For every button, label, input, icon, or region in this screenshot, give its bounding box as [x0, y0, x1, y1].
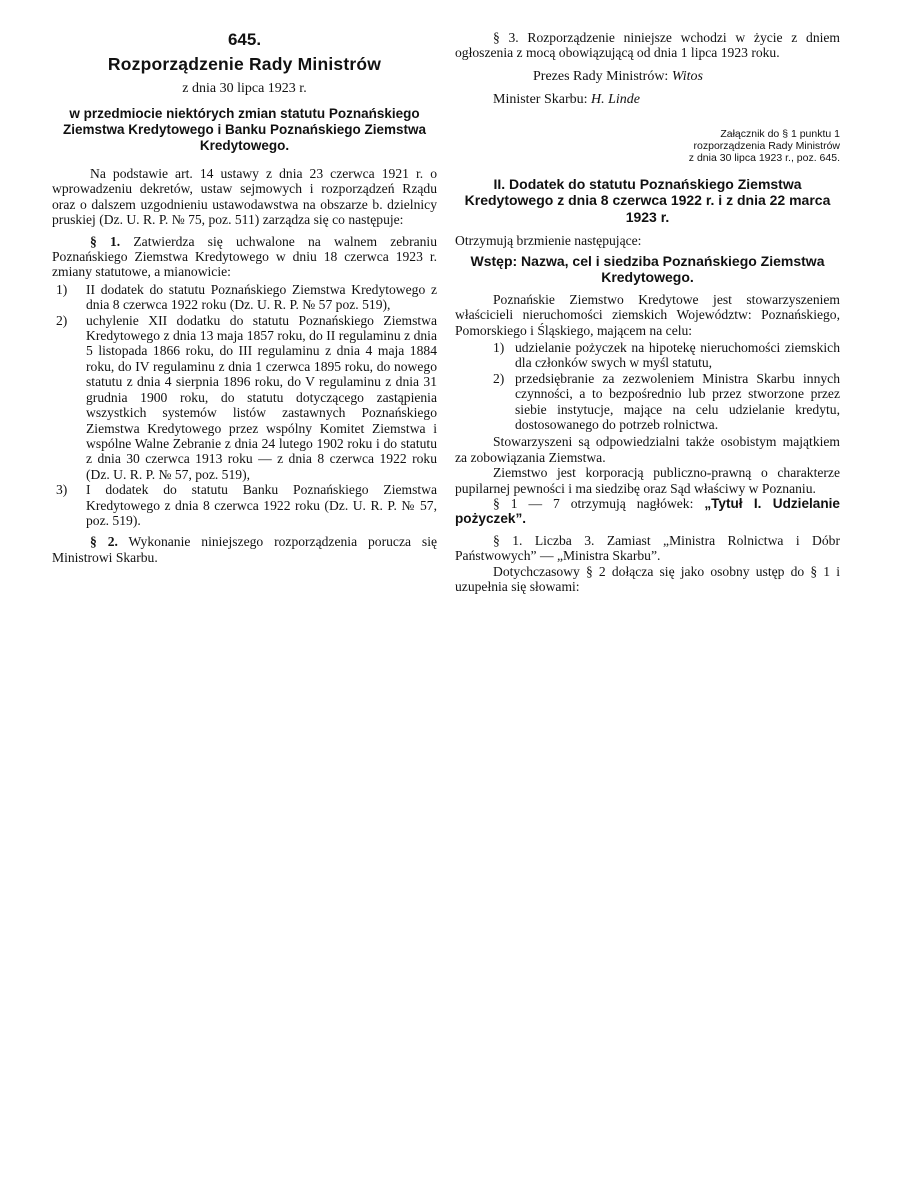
signature-name: Witos: [671, 68, 703, 84]
annex-reference-line: rozporządzenia Rady Ministrów: [693, 139, 840, 152]
paragraph: Ziemstwo jest korporacją publiczno-prawną o charakterze pupilarnej pewności i ma siedzibę oraz Sąd właściwy w Poznaniu.: [455, 465, 840, 496]
signature-role: Prezes Rady Ministrów:: [533, 68, 669, 84]
left-column: [52, 30, 437, 565]
item-number: 645.: [227, 30, 262, 49]
purposes-list: [455, 340, 840, 432]
paragraph: [455, 496, 840, 527]
signature-prime-minister: [533, 69, 840, 85]
paragraph: Poznańskie Ziemstwo Kredytowe jest stowarzyszeniem właścicieli nieruchomości ziemskich Województw: Poznańskiego, Pomorskiego i Śląskiego, mającem na celu:: [455, 291, 840, 338]
annex-title: II. Dodatek do statutu Poznańskiego Ziemstwa Kredytowego z dnia 8 czerwca 1922 r. i z dnia 22 marca 1923 r.: [464, 175, 831, 225]
annex-reference-line: Załącznik do § 1 punktu 1: [720, 127, 840, 140]
signature-role: Minister Skarbu:: [493, 91, 588, 107]
section-3: § 3. Rozporządzenie niniejsze wchodzi w życie z dniem ogłoszenia z mocą obowiązującą od dnia 1 lipca 1923 roku.: [455, 30, 840, 61]
list-item-number: 2): [56, 312, 68, 328]
amendments-list: [52, 282, 437, 529]
list-item: [52, 282, 437, 313]
annex-reference-line: z dnia 30 lipca 1923 r., poz. 645.: [688, 151, 840, 164]
receives-wording: Otrzymują brzmienie następujące:: [455, 233, 642, 249]
list-item: [52, 313, 437, 482]
section-1-text: Zatwierdza się uchwalone na walnem zebraniu Poznańskiego Ziemstwa Kredytowego w dniu 18 czerwca 1923 r. zmiany statutowe, a mianowicie:: [52, 233, 438, 280]
list-item: [493, 371, 840, 433]
list-item-number: 1): [493, 339, 505, 355]
list-item: [493, 340, 840, 371]
paragraph: Dotychczasowy § 2 dołącza się jako osobny ustęp do § 1 i uzupełnia się słowami:: [455, 563, 840, 595]
regulation-title: Rozporządzenie Rady Ministrów: [107, 54, 382, 74]
regulation-subject: w przedmiocie niektórych zmian statutu Poznańskiego Ziemstwa Kredytowego i Banku Poznańskiego Ziemstwa Kredytowego.: [62, 106, 427, 153]
list-item-text: udzielanie pożyczek na hipotekę nieruchomości ziemskich dla członków swych w myśl statutu,: [515, 339, 840, 371]
section-2-label: § 2.: [90, 534, 118, 550]
paragraph-text: § 1 — 7 otrzymują nagłówek:: [493, 496, 694, 511]
list-item-number: 2): [493, 370, 505, 386]
annex-reference: [455, 128, 840, 164]
title-heading: „Tytuł I. Udzielanie pożyczek”.: [455, 496, 840, 527]
right-column: [455, 30, 840, 594]
list-item-text: I dodatek do statutu Banku Poznańskiego Ziemstwa Kredytowego z dnia 8 czerwca 1922 roku (Dz. U. R. P. № 57, poz. 519).: [86, 482, 437, 528]
signature-treasury-minister: [493, 92, 840, 108]
list-item-text: uchylenie XII dodatku do statutu Poznańskiego Ziemstwa Kredytowego z dnia 13 maja 1857 roku, do II regulaminu z dnia 5 listopada 1866 roku, do III regulaminu z dnia 4 maja 1884 roku, do IV regulaminu z dnia 1 czerwca 1895 roku, do nowego statutu z dnia 4 sierpnia 1896 roku, do V regulaminu z dnia 31 grudnia 1900 roku, do statutu dotyczącego zastąpienia wszystkich systemów listów zastawnych Poznańskiego Ziemstwa Kredytowego przez wspólny Komitet Ziemstwa i wspólne Walne Zebranie z dnia 24 lutego 1902 roku i do statutu z dnia 30 czerwca 1913 roku — z dnia 8 czerwca 1922 roku (Dz. U. R. P. № 57, poz. 519),: [86, 312, 437, 482]
regulation-date: z dnia 30 lipca 1923 r.: [182, 81, 307, 96]
preamble: Na podstawie art. 14 ustawy z dnia 23 czerwca 1921 r. o wprowadzeniu dekretów, ustaw sejmowych i rozporządzeń Rządu oraz o dalszem uzgodnieniu ustawodawstwa na obszarze b. dzielnicy pruskiej (Dz. U. R. P. № 75, poz. 511) zarządza się co następuje:: [52, 166, 437, 228]
signature-name: H. Linde: [591, 91, 640, 107]
list-item: [52, 482, 437, 528]
paragraph: Stowarzyszeni są odpowiedzialni także osobistym majątkiem za zobowiązania Ziemstwa.: [455, 434, 840, 465]
list-item-number: 1): [56, 281, 68, 297]
list-item-text: II dodatek do statutu Poznańskiego Ziemstwa Kredytowego z dnia 8 czerwca 1922 roku (Dz. U. R. P. № 57 poz. 519),: [86, 281, 437, 313]
list-item-number: 3): [56, 482, 68, 498]
section-2: [52, 534, 437, 565]
section-1: [52, 234, 437, 280]
list-item-text: przedsiębranie za zezwoleniem Ministra Skarbu innych czynności, a to bezpośrednio lub przez stworzone przez siebie instytucje, mające na celu udzielanie kredytu, dostosowanego do potrzeb rolnictwa.: [515, 370, 840, 432]
paragraph: § 1. Liczba 3. Zamiast „Ministra Rolnictwa i Dóbr Państwowych” — „Ministra Skarbu”.: [455, 532, 840, 564]
section-2-text: Wykonanie niniejszego rozporządzenia poruczа się Ministrowi Skarbu.: [52, 534, 438, 565]
section-1-label: § 1.: [90, 233, 121, 249]
intro-heading: Wstęp: Nazwa, cel i siedziba Poznańskiego Ziemstwa Kredytowego.: [470, 252, 825, 285]
